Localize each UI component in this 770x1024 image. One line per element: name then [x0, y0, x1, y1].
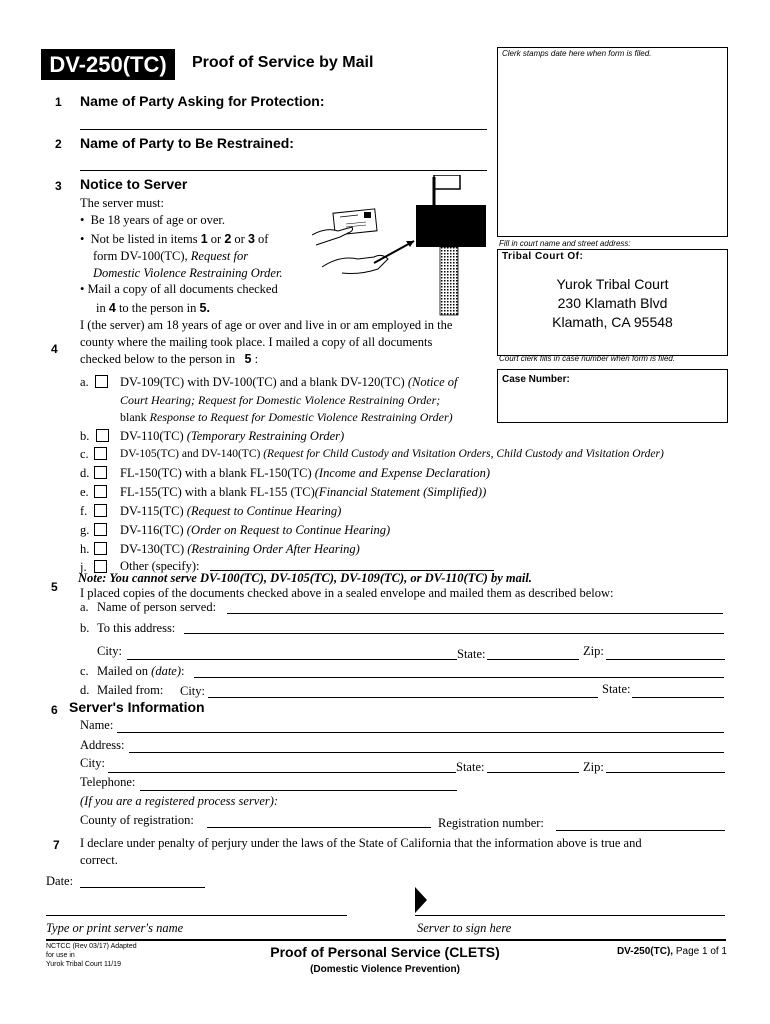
item5-zip-line[interactable]	[606, 659, 725, 660]
item4f-text: DV-115(TC) (Request to Continue Hearing)	[120, 504, 342, 518]
item4a-letter: a.	[80, 375, 89, 389]
item6-zip-line[interactable]	[606, 772, 725, 773]
item6-telephone-line[interactable]	[140, 790, 457, 791]
date-line[interactable]	[80, 887, 205, 888]
item3-number: 3	[55, 179, 62, 193]
item6-name-label: Name:	[80, 718, 114, 732]
item5c-date-line[interactable]	[194, 677, 724, 678]
item5-number: 5	[51, 580, 58, 594]
item6-registration-line[interactable]	[556, 830, 725, 831]
item5-city-label: City:	[97, 644, 123, 658]
item6-state-label: State:	[456, 760, 485, 774]
footer-rev-line1: NCTCC (Rev 03/17) Adapted	[46, 943, 137, 950]
item5c-letter: c.	[80, 664, 89, 678]
item1-label: Name of Party Asking for Protection:	[80, 93, 325, 109]
item4g-text: DV-116(TC) (Order on Request to Continue Hearing)	[120, 523, 391, 537]
item3-bullet2-line3: Domestic Violence Restraining Order.	[93, 266, 283, 280]
item5d-city-label: City:	[180, 684, 206, 698]
item4e-letter: e.	[80, 485, 89, 499]
court-city: Klamath, CA 95548	[552, 314, 673, 330]
printed-name-line[interactable]	[46, 915, 347, 916]
printed-name-caption: Type or print server's name	[46, 921, 184, 935]
item6-county-label: County of registration:	[80, 813, 194, 827]
item4b-checkbox[interactable]	[96, 429, 109, 442]
item2-number: 2	[55, 137, 62, 151]
item4a-line2: Court Hearing; Request for Domestic Violence Restraining Order;	[120, 393, 441, 407]
item4f-checkbox[interactable]	[94, 504, 107, 517]
form-id-box: DV-250(TC)	[41, 49, 175, 80]
item2-label: Name of Party to Be Restrained:	[80, 135, 294, 151]
item4b-text: DV-110(TC) (Temporary Restraining Order)	[120, 429, 345, 443]
item5-state-label: State:	[457, 647, 486, 661]
item5b-address-line[interactable]	[184, 633, 724, 634]
item5b-label: To this address:	[97, 621, 176, 635]
item4c-letter: c.	[80, 447, 89, 461]
item4e-text: FL-155(TC) with a blank FL-155 (TC)(Financial Statement (Simplified))	[120, 485, 487, 499]
item5a-name-line[interactable]	[227, 613, 723, 614]
footer-rev-line3: Yurok Tribal Court 11/19	[46, 961, 121, 968]
bullet-icon: •	[80, 282, 88, 296]
item5-zip-label: Zip:	[583, 644, 604, 658]
form-title: Proof of Service by Mail	[192, 54, 374, 71]
item5a-letter: a.	[80, 600, 89, 614]
item5d-state-label: State:	[602, 682, 631, 696]
tribal-court-label: Tribal Court Of:	[502, 251, 584, 262]
item4a-line3: blank Response to Request for Domestic Violence Restraining Order)	[120, 410, 453, 424]
item5d-state-line[interactable]	[632, 697, 724, 698]
item4e-checkbox[interactable]	[94, 485, 107, 498]
item4g-letter: g.	[80, 523, 90, 537]
item5-city-line[interactable]	[127, 659, 457, 660]
sign-here-arrow-icon	[415, 887, 427, 913]
footer-title: Proof of Personal Service (CLETS)	[270, 944, 500, 960]
item6-state-line[interactable]	[487, 772, 579, 773]
item4h-checkbox[interactable]	[94, 542, 107, 555]
item6-county-line[interactable]	[207, 827, 431, 828]
case-number-note: Court clerk fills in case number when form is filed.	[499, 354, 676, 363]
item4b-letter: b.	[80, 429, 90, 443]
item5d-letter: d.	[80, 683, 90, 697]
item6-address-label: Address:	[80, 738, 125, 752]
item6-city-label: City:	[80, 756, 106, 770]
item1-underline[interactable]	[80, 129, 487, 130]
bullet-icon: •	[80, 232, 91, 246]
item3-bullet3-line2: in 4 to the person in 5.	[96, 301, 210, 315]
item4-line1: I (the server) am 18 years of age or over and live in or am employed in the	[80, 318, 453, 332]
item3-bullet2-line2: form DV-100(TC), Request for	[93, 249, 249, 263]
item5a-label: Name of person served:	[97, 600, 217, 614]
item2-underline[interactable]	[80, 170, 487, 171]
court-fill-note: Fill in court name and street address:	[499, 239, 631, 248]
item5-state-line[interactable]	[487, 659, 579, 660]
item4f-letter: f.	[80, 504, 88, 518]
item5d-city-line[interactable]	[208, 697, 598, 698]
item4a-checkbox[interactable]	[95, 375, 108, 388]
item4d-checkbox[interactable]	[94, 466, 107, 479]
footer-subtitle: (Domestic Violence Prevention)	[310, 964, 460, 975]
item4j-text: Other (specify):	[120, 559, 200, 573]
item4h-text: DV-130(TC) (Restraining Order After Hearing)	[120, 542, 360, 556]
item6-name-line[interactable]	[117, 732, 724, 733]
item5-intro: I placed copies of the documents checked above in a sealed envelope and mailed them as described below:	[80, 586, 614, 600]
item7-line2: correct.	[80, 853, 118, 867]
footer-page: DV-250(TC), Page 1 of 1	[616, 946, 727, 957]
item4d-letter: d.	[80, 466, 90, 480]
item3-bullet1: • Be 18 years of age or over.	[80, 213, 225, 227]
item3-intro: The server must:	[80, 196, 165, 210]
item7-line1: I declare under penalty of perjury under the laws of the State of California that the information above is true and	[80, 836, 642, 850]
item4g-checkbox[interactable]	[94, 523, 107, 536]
clerk-stamp-box	[497, 47, 728, 237]
mailbox-illustration	[312, 175, 492, 317]
court-name: Yurok Tribal Court	[556, 276, 669, 292]
item4a-text: DV-109(TC) with DV-100(TC) and a blank DV-120(TC) (Notice of	[120, 375, 458, 389]
signature-caption: Server to sign here	[417, 921, 512, 935]
item3-heading: Notice to Server	[80, 176, 188, 192]
item6-zip-label: Zip:	[583, 760, 604, 774]
clerk-stamp-note: Clerk stamps date here when form is filed.	[502, 49, 652, 58]
item6-heading: Server's Information	[69, 699, 205, 715]
item1-number: 1	[55, 95, 62, 109]
item6-city-line[interactable]	[108, 772, 456, 773]
item4c-text: DV-105(TC) and DV-140(TC) (Request for Child Custody and Visitation Orders, Child Custody and Visitation Order)	[120, 448, 664, 460]
date-label: Date:	[46, 874, 74, 888]
item6-registered-note: (If you are a registered process server):	[80, 794, 279, 808]
item4-number: 4	[51, 342, 58, 356]
item4-line3: checked below to the person in 5 :	[80, 352, 259, 366]
item5-note: Note: You cannot serve DV-100(TC), DV-105(TC), DV-109(TC), or DV-110(TC) by mail.	[78, 571, 532, 585]
item3-bullet2: • Not be listed in items 1 or 2 or 3 of	[80, 232, 269, 246]
case-number-label: Case Number:	[502, 374, 570, 385]
item4j-letter: j.	[80, 560, 87, 574]
footer-rev-line2: for use in	[46, 952, 75, 959]
item6-number: 6	[51, 703, 58, 717]
item4h-letter: h.	[80, 542, 90, 556]
item4d-text: FL-150(TC) with a blank FL-150(TC) (Income and Expense Declaration)	[120, 466, 491, 480]
item6-registration-label: Registration number:	[438, 816, 544, 830]
item5d-label: Mailed from:	[97, 683, 164, 697]
item7-number: 7	[53, 838, 60, 852]
court-street: 230 Klamath Blvd	[557, 295, 668, 311]
item3-bullet3: • Mail a copy of all documents checked	[80, 282, 278, 296]
item6-telephone-label: Telephone:	[80, 775, 136, 789]
bullet-icon: •	[80, 213, 91, 227]
item5b-letter: b.	[80, 621, 90, 635]
item6-address-line[interactable]	[129, 752, 724, 753]
item5c-label: Mailed on (date):	[97, 664, 185, 678]
item4c-checkbox[interactable]	[94, 447, 107, 460]
footer-rule	[46, 939, 726, 941]
item4-line2: county where the mailing took place. I mailed a copy of all documents	[80, 335, 433, 349]
signature-line[interactable]	[415, 915, 725, 916]
